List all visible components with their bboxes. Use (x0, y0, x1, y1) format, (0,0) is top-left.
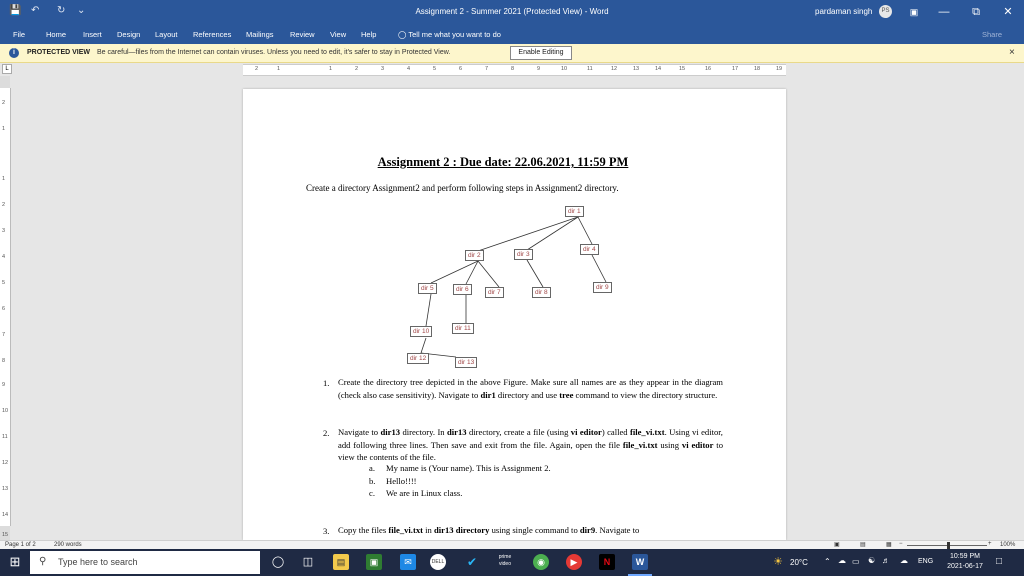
ruler-label: 15 (679, 66, 686, 72)
word-count[interactable]: 290 words (54, 542, 82, 548)
ruler-label: 2 (255, 66, 259, 72)
save-icon[interactable]: 💾 (9, 5, 22, 16)
task-1-text: directory and use (495, 389, 560, 400)
media-player-icon[interactable]: ▶ (566, 554, 582, 570)
checkmark-app-icon[interactable]: ✔ (466, 555, 478, 569)
task-3-text: using single command to (489, 525, 580, 535)
ruler-label: 8 (2, 358, 6, 364)
ruler-label: 4 (2, 254, 6, 260)
horizontal-ruler[interactable] (243, 64, 786, 76)
search-placeholder: Type here to search (58, 557, 138, 567)
tree-node-dir13: dir 13 (455, 357, 477, 368)
task-2-text: directory. In (400, 427, 447, 437)
task-2-bold: file_vi.txt (629, 427, 665, 437)
weather-temperature[interactable]: 20°C (790, 558, 808, 567)
task-2-sub-a-marker: a. (369, 463, 375, 473)
task-2-bold: file_vi.txt (622, 439, 658, 450)
tab-layout[interactable]: Layout (155, 30, 178, 39)
task-3-text: in (422, 525, 434, 535)
task-2-bold: dir13 (447, 427, 467, 437)
customize-qat-icon[interactable]: ⌄ (77, 5, 86, 16)
undo-icon[interactable]: ↶ (31, 5, 40, 16)
tab-references[interactable]: References (193, 30, 232, 39)
task-2-text: Navigate to (338, 427, 381, 437)
ruler-label: 11 (587, 66, 593, 72)
window-title: Assignment 2 - Summer 2021 (Protected View) - Word (415, 7, 609, 16)
cortana-icon[interactable]: ◯ (271, 556, 285, 568)
task-2-text: ) called (601, 427, 630, 437)
windows-start-icon[interactable]: ⊞ (9, 554, 21, 569)
ruler-label: 6 (2, 306, 6, 312)
volume-icon[interactable]: ♬ (882, 556, 890, 565)
document-heading: Assignment 2 : Due date: 22.06.2021, 11:59 PM (377, 155, 629, 169)
minimize-button[interactable]: — (938, 6, 950, 18)
task-2-bold: dir13 (380, 427, 401, 437)
ribbon-display-icon[interactable]: ▣ (909, 7, 919, 17)
tell-me-search[interactable] (398, 30, 501, 39)
netflix-icon[interactable]: N (599, 554, 615, 570)
ruler-label: 6 (459, 66, 463, 72)
ribbon-tabs (0, 24, 1024, 44)
search-icon: ⚲ (39, 556, 47, 567)
task-3 (338, 524, 738, 537)
focus-mode-icon[interactable]: ▣ (834, 542, 840, 548)
ruler-label: 8 (511, 66, 515, 72)
task-2-sub-a-text: My name is (Your name). This is Assignment 2. (386, 463, 551, 473)
task-2-text: directory, create a file (using (466, 427, 571, 437)
zoom-level[interactable]: 100% (1000, 542, 1016, 548)
ruler-label: 2 (355, 66, 359, 72)
ruler-label: 2 (2, 202, 6, 208)
task-1-bold: tree (559, 389, 574, 400)
tree-node-dir1: dir 1 (565, 206, 584, 217)
close-icon[interactable]: × (1009, 47, 1015, 58)
redo-icon[interactable]: ↻ (57, 5, 66, 16)
task-2-bold: vi editor (570, 427, 602, 437)
weather-icon[interactable]: ☀ (773, 556, 783, 568)
tab-help[interactable]: Help (361, 30, 377, 39)
clock-time: 10:59 PM (950, 553, 980, 560)
document-intro: Create a directory Assignment2 and perform following steps in Assignment2 directory. (306, 183, 619, 193)
task-2-text: using (657, 439, 682, 450)
chrome-icon[interactable]: ◉ (533, 554, 549, 570)
task-3-text: . Navigate to (595, 525, 640, 535)
ruler-label: 14 (655, 66, 662, 72)
zoom-slider-thumb[interactable] (947, 542, 950, 549)
page-count[interactable]: Page 1 of 2 (5, 542, 36, 548)
ruler-label: 5 (2, 280, 6, 286)
zoom-out-icon[interactable]: − (899, 541, 903, 547)
tab-design[interactable]: Design (117, 30, 141, 39)
task-3-text: Copy the files (338, 525, 389, 535)
tab-selector[interactable]: L (2, 64, 12, 74)
ruler-label: 5 (433, 66, 437, 72)
avatar[interactable]: PS (879, 5, 892, 18)
ruler-label: 10 (561, 66, 568, 72)
ruler-label: 17 (732, 66, 739, 72)
tab-mailings[interactable]: Mailings (246, 30, 274, 39)
task-2-text: to view the contents of the file. (338, 439, 723, 462)
tab-home[interactable]: Home (46, 30, 67, 39)
ruler-label: 16 (705, 66, 712, 72)
task-1 (338, 376, 723, 401)
file-explorer-icon[interactable]: ▤ (333, 554, 349, 570)
clock-date: 2021-06-17 (947, 563, 983, 570)
battery-icon[interactable]: ▭ (852, 557, 860, 566)
ruler-label: 1 (329, 66, 333, 72)
cloud-icon[interactable]: ☁ (838, 556, 846, 565)
user-name[interactable]: pardaman singh (815, 7, 873, 16)
prime-video-icon[interactable]: prime video (498, 554, 512, 567)
notification-icon[interactable]: □ (996, 556, 1003, 567)
tree-node-dir10: dir 10 (410, 326, 432, 337)
ruler-label: 3 (2, 228, 6, 234)
task-view-icon[interactable]: ◫ (302, 556, 314, 568)
tell-me-label: Tell me what you want to do (408, 30, 501, 39)
directory-tree-diagram (243, 89, 786, 379)
ruler-label: 4 (407, 66, 411, 72)
ruler-label: 1 (277, 66, 281, 72)
title-bar (0, 0, 1024, 24)
task-1-text: Create the directory tree depicted in the above Figure. Make sure all names are as they appear in the diagram (check also case sensitivity). Navigate to (338, 377, 723, 400)
task-3-bold: dir9 (579, 525, 596, 535)
task-2-sub-c-marker: c. (369, 488, 375, 498)
onedrive-icon[interactable]: ☁ (900, 556, 908, 565)
language-indicator[interactable]: ENG (918, 558, 934, 565)
tab-file[interactable]: File (13, 30, 26, 39)
search-input[interactable] (30, 551, 260, 574)
tree-node-dir5: dir 5 (418, 283, 437, 294)
mail-icon[interactable]: ✉ (400, 554, 416, 570)
close-button[interactable]: ✕ (1003, 6, 1013, 18)
word-icon[interactable]: W (632, 554, 648, 570)
ruler-label: 13 (633, 66, 640, 72)
task-2-sub-b-marker: b. (369, 476, 376, 486)
read-mode-icon[interactable]: ▤ (860, 542, 866, 548)
tab-insert[interactable]: Insert (83, 30, 102, 39)
chevron-up-icon[interactable]: ⌃ (824, 557, 831, 566)
zoom-in-icon[interactable]: + (988, 541, 992, 547)
tree-node-dir2: dir 2 (465, 250, 484, 261)
store-icon[interactable]: ▣ (366, 554, 382, 570)
share-button[interactable]: Share (982, 30, 1003, 39)
tab-review[interactable]: Review (290, 30, 315, 39)
taskbar (0, 549, 1024, 576)
ruler-label: 1 (2, 176, 6, 182)
ruler-label: 13 (2, 486, 9, 492)
shield-icon: i (9, 48, 19, 58)
ruler-label: 9 (537, 66, 541, 72)
ruler-label: 2 (2, 100, 6, 106)
protected-view-bar (0, 44, 1024, 63)
task-2-bold: vi editor (681, 439, 714, 450)
ruler-label: 14 (2, 512, 9, 518)
maximize-button[interactable]: ⧉ (972, 6, 980, 18)
task-2-text: . Using vi editor, add following three lines. Then save and exit from the file. Again, open the file (338, 427, 723, 450)
ruler-label: 7 (485, 66, 489, 72)
ruler-label: 7 (2, 332, 6, 338)
ruler-label: 18 (754, 66, 761, 72)
protected-view-message: Be careful—files from the Internet can contain viruses. Unless you need to edit, it's safer to stay in Protected View. (97, 49, 451, 56)
ruler-label: 19 (776, 66, 783, 72)
tree-node-dir7: dir 7 (485, 287, 504, 298)
dell-icon[interactable]: DELL (430, 554, 446, 570)
wifi-icon[interactable]: ☯ (868, 556, 876, 565)
vertical-ruler[interactable] (0, 76, 10, 541)
ruler-label: 15 (2, 532, 9, 538)
task-1-bold: dir1 (480, 389, 496, 400)
lightbulb-icon: ◯ (398, 30, 407, 39)
clock[interactable] (940, 552, 990, 572)
ruler-label: 11 (2, 434, 8, 440)
task-1-text: command to view the directory structure. (573, 389, 718, 400)
tree-node-dir6: dir 6 (453, 284, 472, 295)
tree-node-dir9: dir 9 (593, 282, 612, 293)
ruler-label: 10 (2, 408, 9, 414)
ruler-label: 9 (2, 382, 6, 388)
enable-editing-button[interactable]: Enable Editing (510, 46, 572, 60)
ruler-label: 3 (381, 66, 385, 72)
ruler-label: 1 (2, 126, 6, 132)
task-2-sub-c-text: We are in Linux class. (386, 488, 463, 498)
tree-node-dir11: dir 11 (452, 323, 474, 334)
task-3-bold: dir13 directory (433, 525, 490, 535)
ruler-label: 12 (2, 460, 9, 466)
task-2-sub-b-text: Hello!!!! (386, 476, 417, 486)
protected-view-title: PROTECTED VIEW (27, 49, 91, 56)
tab-view[interactable]: View (330, 30, 347, 39)
task-3-bold: file_vi.txt (388, 525, 423, 535)
document-page[interactable] (243, 89, 786, 540)
tree-node-dir8: dir 8 (532, 287, 551, 298)
tree-node-dir12: dir 12 (407, 353, 429, 364)
task-2 (338, 426, 723, 464)
task-3-number: 3. (323, 526, 330, 536)
task-1-number: 1. (323, 378, 330, 388)
print-layout-icon[interactable]: ▦ (886, 542, 892, 548)
tree-node-dir4: dir 4 (580, 244, 599, 255)
tree-node-dir3: dir 3 (514, 249, 533, 260)
task-2-number: 2. (323, 428, 330, 438)
ruler-label: 12 (611, 66, 618, 72)
